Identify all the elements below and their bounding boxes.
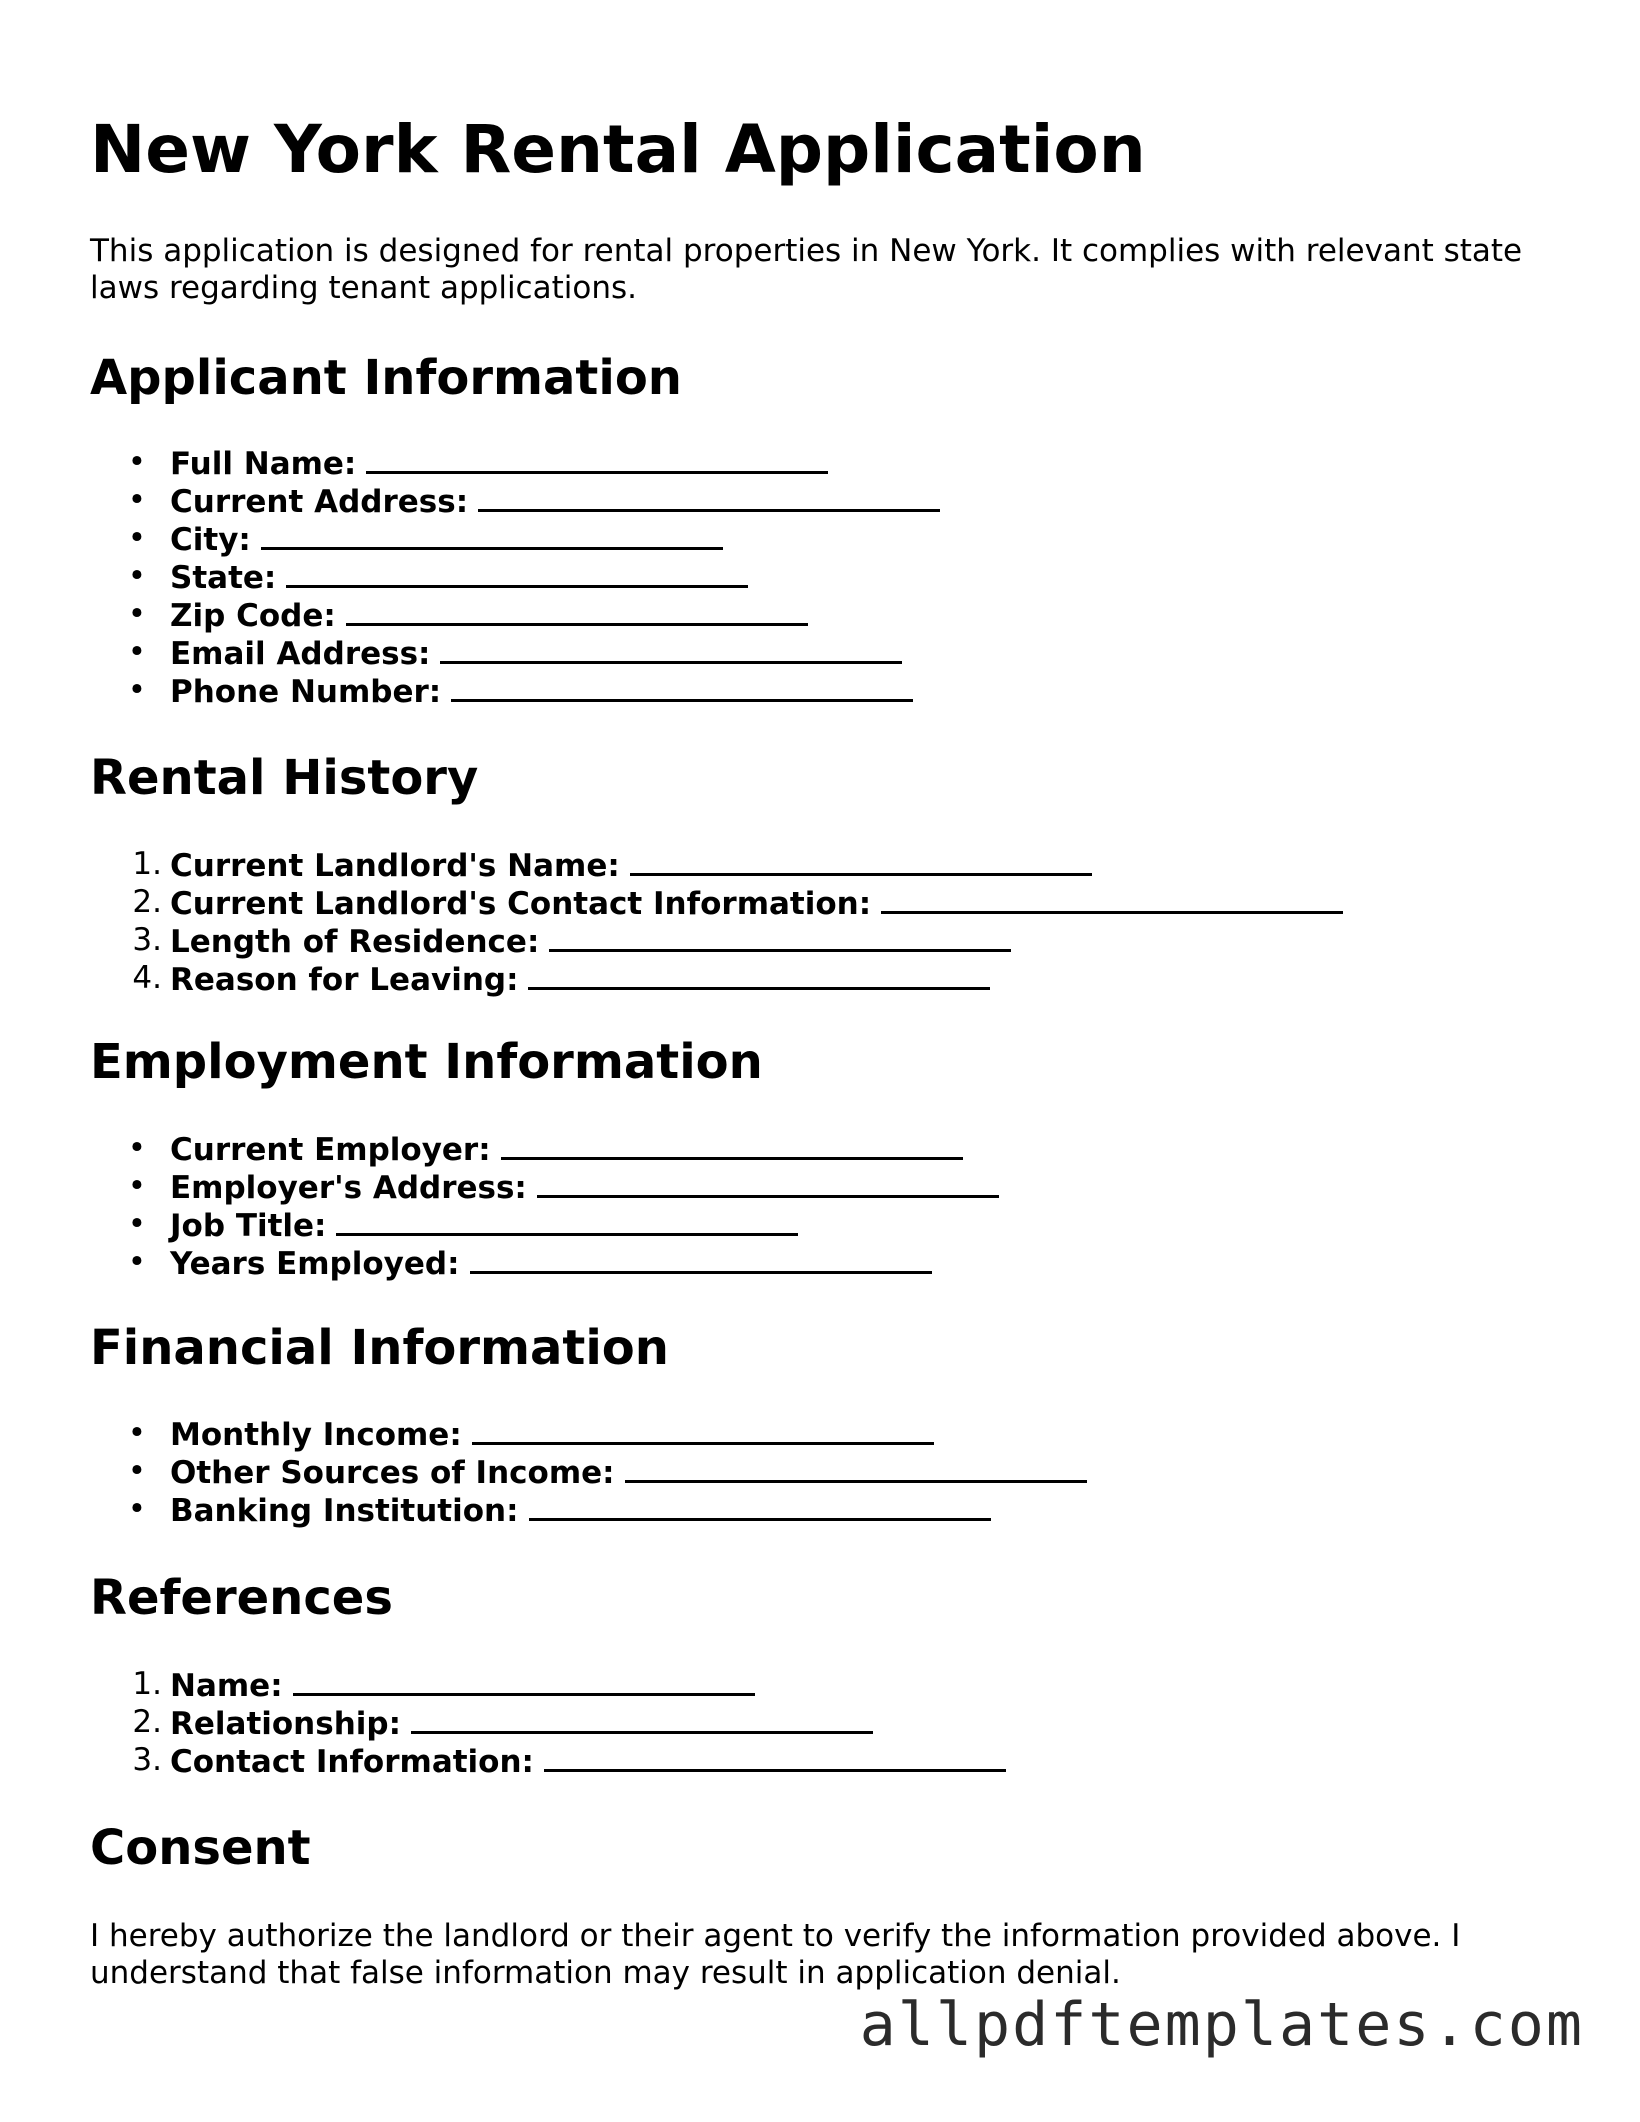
landlord-name-blank[interactable] xyxy=(630,845,1092,876)
city-blank[interactable] xyxy=(261,519,723,550)
field-label: City: xyxy=(170,522,251,558)
section-heading-employment: Employment Information xyxy=(90,1034,763,1090)
field-reference-contact xyxy=(90,1741,1006,1779)
field-full-name xyxy=(90,443,940,481)
field-label: Contact Information: xyxy=(170,1744,534,1780)
field-label: Current Landlord's Name: xyxy=(170,848,620,884)
email-address-blank[interactable] xyxy=(440,633,902,664)
phone-number-blank[interactable] xyxy=(451,671,913,702)
field-banking-institution xyxy=(90,1490,1087,1528)
list-number: 3. xyxy=(132,1742,162,1778)
field-reference-name xyxy=(90,1665,1006,1703)
field-label: Length of Residence: xyxy=(170,924,540,960)
list-number: 1. xyxy=(132,1666,162,1702)
bullet-icon: • xyxy=(127,1491,146,1527)
field-length-of-residence xyxy=(90,921,1343,959)
banking-institution-blank[interactable] xyxy=(529,1490,991,1521)
reason-for-leaving-blank[interactable] xyxy=(528,959,990,990)
field-label: Phone Number: xyxy=(170,674,442,710)
employment-fields-list xyxy=(90,1129,999,1281)
rental-history-fields-list xyxy=(90,845,1343,997)
bullet-icon: • xyxy=(127,1168,146,1204)
field-label: Full Name: xyxy=(170,446,357,482)
field-label: Employer's Address: xyxy=(170,1170,527,1206)
bullet-icon: • xyxy=(127,482,146,518)
bullet-icon: • xyxy=(127,634,146,670)
document-title: New York Rental Application xyxy=(90,111,1146,188)
bullet-icon: • xyxy=(127,596,146,632)
field-label: Name: xyxy=(170,1668,283,1704)
field-current-address xyxy=(90,481,940,519)
job-title-blank[interactable] xyxy=(336,1205,798,1236)
full-name-blank[interactable] xyxy=(366,443,828,474)
list-number: 3. xyxy=(132,922,162,958)
applicant-fields-list xyxy=(90,443,940,709)
field-email-address xyxy=(90,633,940,671)
list-number: 2. xyxy=(132,884,162,920)
field-landlord-contact xyxy=(90,883,1343,921)
references-fields-list xyxy=(90,1665,1006,1779)
section-heading-consent: Consent xyxy=(90,1820,311,1876)
section-heading-financial: Financial Information xyxy=(90,1320,669,1376)
field-label: Monthly Income: xyxy=(170,1417,462,1453)
field-employer-address xyxy=(90,1167,999,1205)
field-label: Zip Code: xyxy=(170,598,336,634)
field-label: Email Address: xyxy=(170,636,431,672)
section-heading-applicant: Applicant Information xyxy=(90,350,682,406)
bullet-icon: • xyxy=(127,520,146,556)
bullet-icon: • xyxy=(127,1244,146,1280)
field-monthly-income xyxy=(90,1414,1087,1452)
field-state xyxy=(90,557,940,595)
employer-address-blank[interactable] xyxy=(537,1167,999,1198)
field-label: Relationship: xyxy=(170,1706,401,1742)
current-address-blank[interactable] xyxy=(478,481,940,512)
field-reason-for-leaving xyxy=(90,959,1343,997)
reference-name-blank[interactable] xyxy=(293,1665,755,1696)
list-number: 2. xyxy=(132,1704,162,1740)
section-heading-references: References xyxy=(90,1570,393,1626)
bullet-icon: • xyxy=(127,1415,146,1451)
reference-relationship-blank[interactable] xyxy=(411,1703,873,1734)
landlord-contact-blank[interactable] xyxy=(881,883,1343,914)
field-current-employer xyxy=(90,1129,999,1167)
monthly-income-blank[interactable] xyxy=(472,1414,934,1445)
field-label: Current Employer: xyxy=(170,1132,491,1168)
field-label: Banking Institution: xyxy=(170,1493,519,1529)
length-of-residence-blank[interactable] xyxy=(549,921,1011,952)
bullet-icon: • xyxy=(127,672,146,708)
years-employed-blank[interactable] xyxy=(470,1243,932,1274)
bullet-icon: • xyxy=(127,444,146,480)
section-heading-rental-history: Rental History xyxy=(90,750,479,806)
field-city xyxy=(90,519,940,557)
field-other-income xyxy=(90,1452,1087,1490)
field-label: Years Employed: xyxy=(170,1246,460,1282)
list-number: 1. xyxy=(132,846,162,882)
field-job-title xyxy=(90,1205,999,1243)
other-income-blank[interactable] xyxy=(625,1452,1087,1483)
field-label: Current Landlord's Contact Information: xyxy=(170,886,872,922)
consent-paragraph: I hereby authorize the landlord or their agent to verify the information provided above. I understand that false information may result in application denial. xyxy=(90,1918,1461,1991)
list-number: 4. xyxy=(132,960,162,996)
bullet-icon: • xyxy=(127,1453,146,1489)
field-zip-code xyxy=(90,595,940,633)
watermark-text: allpdftemplates.com xyxy=(859,1990,1584,2060)
field-label: Other Sources of Income: xyxy=(170,1455,615,1491)
current-employer-blank[interactable] xyxy=(501,1129,963,1160)
state-blank[interactable] xyxy=(286,557,748,588)
field-label: Current Address: xyxy=(170,484,469,520)
bullet-icon: • xyxy=(127,558,146,594)
field-landlord-name xyxy=(90,845,1343,883)
field-reference-relationship xyxy=(90,1703,1006,1741)
field-phone-number xyxy=(90,671,940,709)
field-label: State: xyxy=(170,560,277,596)
field-years-employed xyxy=(90,1243,999,1281)
zip-code-blank[interactable] xyxy=(346,595,808,626)
intro-paragraph: This application is designed for rental properties in New York. It complies with relevant state laws regarding tenant applications. xyxy=(90,233,1523,306)
bullet-icon: • xyxy=(127,1130,146,1166)
bullet-icon: • xyxy=(127,1206,146,1242)
field-label: Job Title: xyxy=(170,1208,327,1244)
field-label: Reason for Leaving: xyxy=(170,962,519,998)
reference-contact-blank[interactable] xyxy=(544,1741,1006,1772)
financial-fields-list xyxy=(90,1414,1087,1528)
